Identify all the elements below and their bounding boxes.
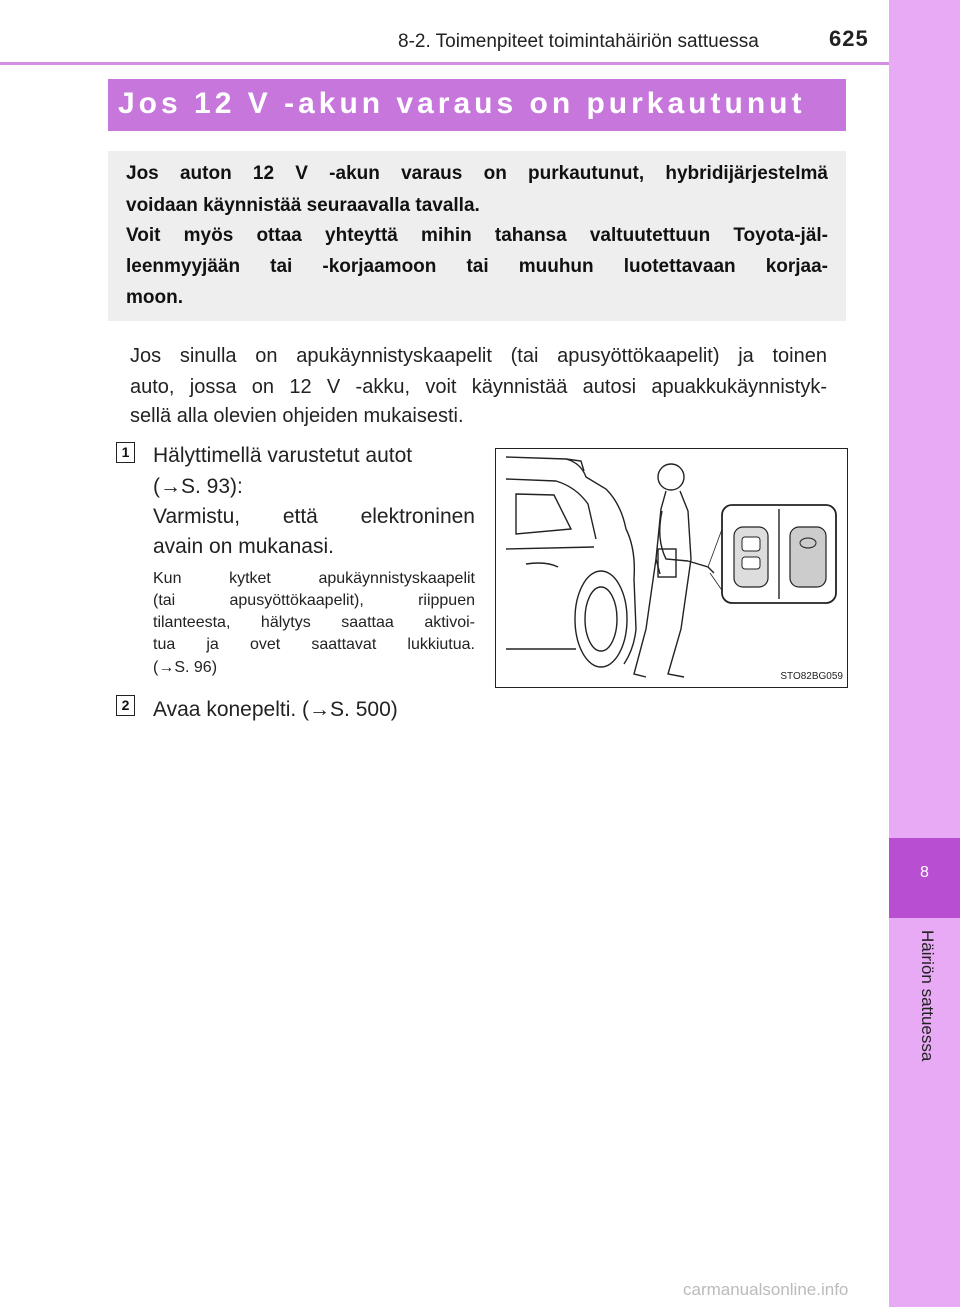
step-number-2: 2 <box>116 695 135 716</box>
watermark: carmanualsonline.info <box>683 1280 849 1299</box>
intro-line: moon. <box>126 287 183 308</box>
figure-code: STO82BG059 <box>780 671 843 682</box>
car-and-person-illustration <box>496 449 847 687</box>
page-title: Jos 12 V -akun varaus on purkautunut <box>118 87 806 120</box>
page-number: 625 <box>829 26 869 51</box>
smart-key-inset <box>722 505 836 603</box>
chapter-number: 8 <box>920 864 929 881</box>
header-divider <box>0 62 889 65</box>
step-number-1: 1 <box>116 442 135 463</box>
step1-line: Hälyttimellä varustetut autot <box>153 444 413 467</box>
chapter-label: Häiriön sattuessa <box>918 930 937 1062</box>
illustration-person-with-smart-key <box>495 448 848 688</box>
header-section-title: 8-2. Toimenpiteet toimintahäiriön sattuessa <box>398 31 759 52</box>
side-strip <box>889 0 960 1307</box>
intro-line: leenmyyjään tai -korjaamoon tai muuhun luotettavaan korjaa- <box>126 256 828 277</box>
intro-line: Jos auton 12 V -akun varaus on purkautunut, hybridijärjestelmä <box>126 163 828 184</box>
step1-note-line: (tai apusyöttökaapelit), riippuen <box>153 592 475 609</box>
step1-line: Varmistu, että elektroninen <box>153 505 475 528</box>
step2-text: Avaa konepelti. (→S. 500) <box>153 698 398 721</box>
step1-note-line: tilanteesta, hälytys saattaa aktivoi- <box>153 614 475 631</box>
intro-line: voidaan käynnistää seuraavalla tavalla. <box>126 195 480 216</box>
step1-note-line: (→S. 96) <box>153 659 218 676</box>
step1-note-line: Kun kytket apukäynnistyskaapelit <box>153 570 475 587</box>
step1-line: avain on mukanasi. <box>153 535 334 558</box>
body-line: auto, jossa on 12 V -akku, voit käynnistää autosi apuakkukäynnistyk- <box>130 376 827 398</box>
step1-line: (→S. 93): <box>153 475 243 498</box>
intro-line: Voit myös ottaa yhteyttä mihin tahansa valtuutettuun Toyota-jäl- <box>126 225 828 246</box>
body-line: Jos sinulla on apukäynnistyskaapelit (tai apusyöttökaapelit) ja toinen <box>130 345 827 367</box>
body-line: sellä alla olevien ohjeiden mukaisesti. <box>130 405 464 427</box>
step1-note-line: tua ja ovet saattavat lukkiutua. <box>153 636 475 653</box>
